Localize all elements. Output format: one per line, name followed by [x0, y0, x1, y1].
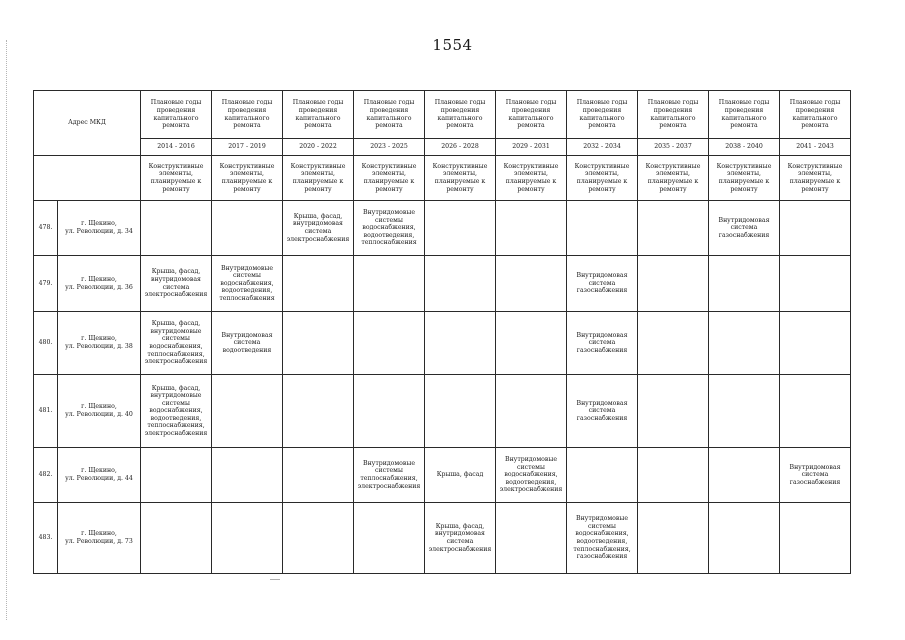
address-street: ул. Революции, д. 73	[65, 538, 133, 545]
address-city: г. Щекино,	[81, 275, 117, 283]
period-cell: 2014 - 2016	[141, 139, 212, 156]
repair-work-cell	[354, 375, 425, 448]
header-row-planned-years	[34, 91, 851, 139]
repair-work-cell	[780, 312, 851, 375]
elements-header: Конструктивные элементы, планируемые к ремонту	[283, 156, 354, 201]
elements-header: Конструктивные элементы, планируемые к ремонту	[354, 156, 425, 201]
planned-years-header: Плановые годы проведения капитального ремонта	[638, 91, 709, 139]
row-number: 482.	[34, 448, 58, 503]
capital-repair-schedule-table	[33, 90, 851, 574]
repair-work-cell: Крыша, фасад, внутридомовые системы водоснабжения, водоотведения, теплоснабжения, электроснабжения	[141, 375, 212, 448]
repair-work-cell: Внутридомовые системы водоснабжения, водоотведения, теплоснабжения	[354, 201, 425, 256]
repair-work-cell	[709, 256, 780, 312]
repair-work-cell	[354, 256, 425, 312]
planned-years-header: Плановые годы проведения капитального ремонта	[212, 91, 283, 139]
repair-work-cell	[780, 375, 851, 448]
repair-work-cell	[709, 448, 780, 503]
repair-work-cell	[780, 503, 851, 574]
row-number: 478.	[34, 201, 58, 256]
repair-work-cell	[638, 448, 709, 503]
repair-work-cell	[638, 312, 709, 375]
address-street: ул. Революции, д. 40	[65, 411, 133, 418]
repair-work-cell	[283, 312, 354, 375]
elements-header: Конструктивные элементы, планируемые к ремонту	[638, 156, 709, 201]
repair-work-cell	[496, 256, 567, 312]
repair-work-cell: Внутридомовая система газоснабжения	[567, 312, 638, 375]
repair-work-cell: Внутридомовые системы теплоснабжения, электроснабжения	[354, 448, 425, 503]
repair-work-cell: Крыша, фасад, внутридомовая система электроснабжения	[141, 256, 212, 312]
address-city: г. Щекино,	[81, 467, 117, 475]
repair-work-cell	[212, 201, 283, 256]
repair-work-cell	[283, 375, 354, 448]
repair-work-cell	[496, 503, 567, 574]
repair-work-cell: Крыша, фасад, внутридомовые системы водоснабжения, теплоснабжения, электроснабжения	[141, 312, 212, 375]
planned-years-header: Плановые годы проведения капитального ремонта	[141, 91, 212, 139]
address-cell	[58, 503, 141, 574]
address-city: г. Щекино,	[81, 335, 117, 343]
repair-work-cell	[425, 375, 496, 448]
planned-years-header: Плановые годы проведения капитального ремонта	[567, 91, 638, 139]
row-number: 480.	[34, 312, 58, 375]
repair-work-cell	[709, 312, 780, 375]
address-street: ул. Революции, д. 36	[65, 283, 133, 291]
address-cell	[58, 448, 141, 503]
period-cell: 2026 - 2028	[425, 139, 496, 156]
period-cell: 2017 - 2019	[212, 139, 283, 156]
address-header: Адрес МКД	[34, 91, 141, 156]
elements-header: Конструктивные элементы, планируемые к ремонту	[780, 156, 851, 201]
planned-years-header: Плановые годы проведения капитального ремонта	[354, 91, 425, 139]
page-number: 1554	[432, 36, 473, 54]
address-cell	[58, 375, 141, 448]
repair-work-cell	[212, 375, 283, 448]
repair-work-cell	[425, 201, 496, 256]
repair-work-cell	[709, 375, 780, 448]
period-cell: 2038 - 2040	[709, 139, 780, 156]
elements-header: Конструктивные элементы, планируемые к ремонту	[496, 156, 567, 201]
repair-work-cell	[638, 201, 709, 256]
repair-work-cell	[354, 503, 425, 574]
period-cell: 2035 - 2037	[638, 139, 709, 156]
repair-work-cell: Внутридомовые системы водоснабжения, водоотведения, теплоснабжения	[212, 256, 283, 312]
repair-work-cell	[283, 448, 354, 503]
repair-work-cell: Внутридомовая система газоснабжения	[567, 256, 638, 312]
repair-work-cell: Внутридомовые системы водоснабжения, водоотведения, электроснабжения	[496, 448, 567, 503]
footer-mark	[270, 579, 280, 580]
row-number: 479.	[34, 256, 58, 312]
repair-work-cell	[638, 375, 709, 448]
repair-work-cell: Крыша, фасад, внутридомовая система электроснабжения	[283, 201, 354, 256]
repair-work-cell: Внутридомовая система газоснабжения	[567, 375, 638, 448]
address-cell	[58, 256, 141, 312]
repair-work-cell	[496, 312, 567, 375]
address-city: г. Щекино,	[81, 530, 117, 538]
repair-work-cell	[283, 256, 354, 312]
elements-header: Конструктивные элементы, планируемые к ремонту	[425, 156, 496, 201]
period-cell: 2029 - 2031	[496, 139, 567, 156]
repair-work-cell	[212, 448, 283, 503]
period-cell: 2020 - 2022	[283, 139, 354, 156]
table-row	[34, 375, 851, 448]
address-street: ул. Революции, д. 34	[65, 228, 133, 235]
repair-work-cell: Крыша, фасад	[425, 448, 496, 503]
repair-work-cell: Внутридомовая система водоотведения	[212, 312, 283, 375]
period-cell: 2032 - 2034	[567, 139, 638, 156]
repair-work-cell	[141, 448, 212, 503]
repair-work-cell	[780, 256, 851, 312]
elements-header: Конструктивные элементы, планируемые к ремонту	[709, 156, 780, 201]
address-cell	[58, 201, 141, 256]
repair-work-cell	[141, 201, 212, 256]
address-street: ул. Революции, д. 38	[65, 343, 133, 350]
repair-work-cell	[780, 201, 851, 256]
planned-years-header: Плановые годы проведения капитального ремонта	[425, 91, 496, 139]
repair-work-cell: Внутридомовая система газоснабжения	[780, 448, 851, 503]
repair-work-cell	[496, 201, 567, 256]
header-row-elements	[34, 156, 851, 201]
period-cell: 2023 - 2025	[354, 139, 425, 156]
repair-work-cell: Внутридомовые системы водоснабжения, водоотведения, теплоснабжения, газоснабжения	[567, 503, 638, 574]
elements-header: Конструктивные элементы, планируемые к ремонту	[212, 156, 283, 201]
repair-work-cell	[212, 503, 283, 574]
repair-work-cell	[567, 448, 638, 503]
header-row-periods	[34, 139, 851, 156]
table-row	[34, 448, 851, 503]
address-city: г. Щекино,	[81, 403, 117, 411]
address-city: г. Щекино,	[81, 220, 117, 228]
planned-years-header: Плановые годы проведения капитального ремонта	[496, 91, 567, 139]
margin-rule	[6, 40, 7, 620]
blank-header-cell	[34, 156, 141, 201]
repair-work-cell	[709, 503, 780, 574]
repair-work-cell	[638, 503, 709, 574]
planned-years-header: Плановые годы проведения капитального ремонта	[780, 91, 851, 139]
repair-work-cell	[354, 312, 425, 375]
repair-work-cell	[567, 201, 638, 256]
repair-work-cell	[425, 312, 496, 375]
planned-years-header: Плановые годы проведения капитального ремонта	[283, 91, 354, 139]
table-row	[34, 503, 851, 574]
repair-work-cell	[141, 503, 212, 574]
repair-work-cell: Внутридомовая система газоснабжения	[709, 201, 780, 256]
repair-work-cell	[496, 375, 567, 448]
address-street: ул. Революции, д. 44	[65, 475, 133, 482]
table-row	[34, 201, 851, 256]
address-cell	[58, 312, 141, 375]
table-row	[34, 256, 851, 312]
period-cell: 2041 - 2043	[780, 139, 851, 156]
row-number: 483.	[34, 503, 58, 574]
row-number: 481.	[34, 375, 58, 448]
elements-header: Конструктивные элементы, планируемые к ремонту	[567, 156, 638, 201]
repair-work-cell: Крыша, фасад, внутридомовая система электроснабжения	[425, 503, 496, 574]
repair-work-cell	[425, 256, 496, 312]
table-row	[34, 312, 851, 375]
planned-years-header: Плановые годы проведения капитального ремонта	[709, 91, 780, 139]
repair-work-cell	[283, 503, 354, 574]
elements-header: Конструктивные элементы, планируемые к ремонту	[141, 156, 212, 201]
repair-work-cell	[638, 256, 709, 312]
